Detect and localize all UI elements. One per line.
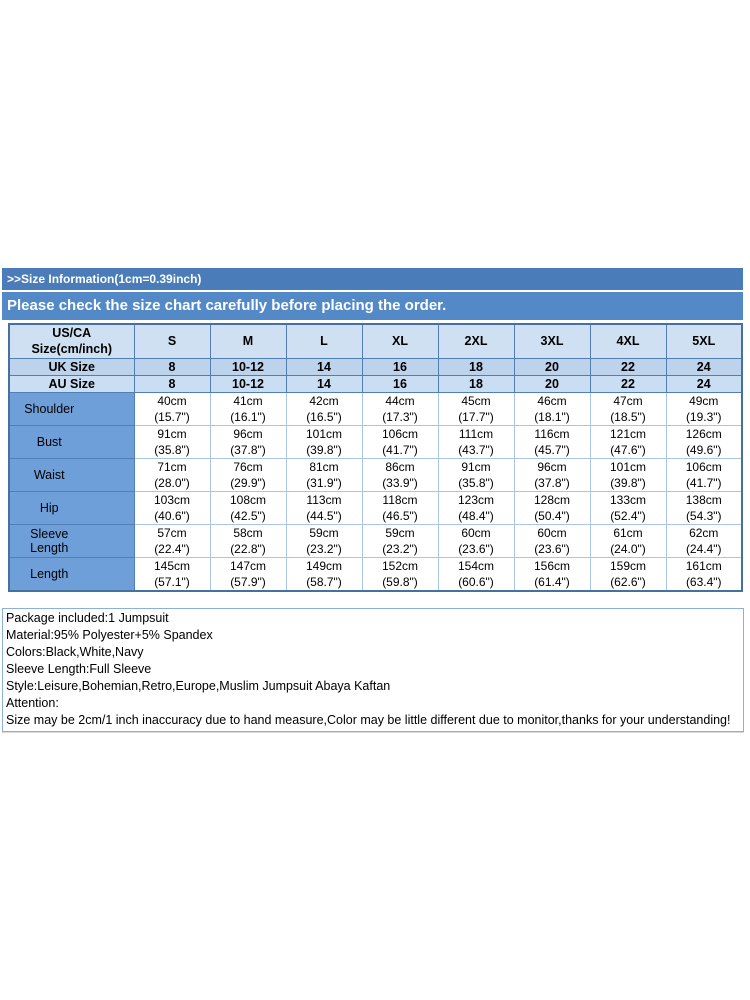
- value-inch: (43.7"): [458, 442, 494, 457]
- value-inch: (39.8"): [610, 475, 646, 490]
- uk-size-value: 10-12: [210, 358, 286, 375]
- value-cm: 47cm: [613, 393, 643, 408]
- corner-header-line: Size(cm/inch): [31, 342, 113, 357]
- measurement-value-cell: [286, 425, 362, 458]
- value-cm: 101cm: [609, 459, 647, 474]
- measurement-value-cell: [286, 524, 362, 557]
- measurement-value-cell: [362, 458, 438, 491]
- value-inch: (57.9"): [230, 574, 266, 589]
- au-size-value: 16: [362, 375, 438, 392]
- value-cm: 152cm: [381, 558, 419, 573]
- value-cm: 86cm: [385, 459, 415, 474]
- value-cm: 57cm: [157, 525, 187, 540]
- measurement-label: Length: [9, 557, 134, 591]
- uk-size-value: 16: [362, 358, 438, 375]
- measurement-value-cell: [514, 458, 590, 491]
- measurement-value-cell: [514, 392, 590, 425]
- uk-size-label: UK Size: [9, 358, 134, 375]
- value-inch: (29.9"): [230, 475, 266, 490]
- value-cm: 59cm: [385, 525, 415, 540]
- au-size-value: 20: [514, 375, 590, 392]
- uk-size-value: 8: [134, 358, 210, 375]
- value-cm: 76cm: [233, 459, 263, 474]
- corner-header-cell: [9, 324, 134, 358]
- package-line: Package included:1 Jumpsuit: [6, 611, 169, 625]
- measurement-value-cell: [134, 557, 210, 591]
- measurement-value-cell: [666, 557, 742, 591]
- measurement-value-cell: [438, 458, 514, 491]
- measurement-value-cell: [286, 458, 362, 491]
- measurement-value-cell: [590, 425, 666, 458]
- au-size-value: 18: [438, 375, 514, 392]
- value-inch: (47.6"): [610, 442, 646, 457]
- value-inch: (44.5"): [306, 508, 342, 523]
- value-cm: 149cm: [305, 558, 343, 573]
- value-inch: (37.8"): [230, 442, 266, 457]
- measurement-value-cell: [134, 392, 210, 425]
- uk-size-value: 22: [590, 358, 666, 375]
- value-cm: 103cm: [153, 492, 191, 507]
- product-details-block: [2, 608, 744, 732]
- value-cm: 145cm: [153, 558, 191, 573]
- measurement-value-cell: [590, 392, 666, 425]
- corner-header-line: US/CA: [52, 326, 92, 341]
- size-header-cell: 3XL: [514, 324, 590, 358]
- value-cm: 147cm: [229, 558, 267, 573]
- material-line: Material:95% Polyester+5% Spandex: [6, 628, 213, 642]
- value-inch: (41.7"): [382, 442, 418, 457]
- value-inch: (24.0"): [610, 541, 646, 556]
- value-cm: 96cm: [233, 426, 263, 441]
- measurement-label: Shoulder: [9, 392, 134, 425]
- value-inch: (52.4"): [610, 508, 646, 523]
- value-cm: 71cm: [157, 459, 187, 474]
- measurement-value-cell: [438, 425, 514, 458]
- au-size-value: 22: [590, 375, 666, 392]
- value-cm: 126cm: [685, 426, 722, 441]
- value-inch: (61.4"): [534, 574, 570, 589]
- value-inch: (45.7"): [534, 442, 570, 457]
- measurement-row: [9, 392, 742, 425]
- value-inch: (19.3"): [685, 409, 722, 424]
- measurement-value-cell: [362, 425, 438, 458]
- measurement-value-cell: [134, 524, 210, 557]
- au-size-value: 14: [286, 375, 362, 392]
- au-size-value: 8: [134, 375, 210, 392]
- measurement-row: [9, 491, 742, 524]
- measurement-value-cell: [514, 425, 590, 458]
- value-inch: (58.7"): [306, 574, 342, 589]
- value-cm: 118cm: [382, 492, 418, 507]
- measurement-value-cell: [590, 458, 666, 491]
- value-cm: 156cm: [533, 558, 571, 573]
- value-inch: (33.9"): [382, 475, 418, 490]
- measurement-value-cell: [286, 392, 362, 425]
- value-cm: 113cm: [306, 492, 342, 507]
- size-header-cell: 5XL: [666, 324, 742, 358]
- value-inch: (22.4"): [154, 541, 190, 556]
- measurement-value-cell: [666, 458, 742, 491]
- size-header-cell: XL: [362, 324, 438, 358]
- measurement-value-cell: [590, 524, 666, 557]
- size-header-cell: 4XL: [590, 324, 666, 358]
- value-inch: (40.6"): [154, 508, 190, 523]
- value-inch: (48.4"): [458, 508, 494, 523]
- measurement-label: Waist: [9, 458, 134, 491]
- measurement-value-cell: [514, 491, 590, 524]
- value-inch: (17.3"): [382, 409, 418, 424]
- value-cm: 159cm: [609, 558, 647, 573]
- value-inch: (42.5"): [230, 508, 266, 523]
- check-size-chart-banner: Please check the size chart carefully before placing the order.: [2, 292, 743, 320]
- value-cm: 108cm: [229, 492, 267, 507]
- measurement-label: Sleeve Length: [9, 524, 134, 557]
- value-cm: 60cm: [461, 525, 491, 540]
- measurement-row: [9, 425, 742, 458]
- value-inch: (15.7"): [154, 409, 190, 424]
- value-cm: 106cm: [685, 459, 722, 474]
- value-inch: (62.6"): [610, 574, 646, 589]
- value-inch: (31.9"): [306, 475, 342, 490]
- measurement-value-cell: [210, 491, 286, 524]
- uk-size-value: 18: [438, 358, 514, 375]
- value-inch: (16.5"): [306, 409, 342, 424]
- value-cm: 81cm: [309, 459, 339, 474]
- measurement-value-cell: [286, 557, 362, 591]
- value-cm: 91cm: [157, 426, 187, 441]
- measurement-value-cell: [362, 491, 438, 524]
- value-inch: (63.4"): [685, 574, 722, 589]
- uk-size-value: 20: [514, 358, 590, 375]
- size-chart-container: [8, 323, 743, 592]
- value-cm: 154cm: [457, 558, 495, 573]
- colors-line: Colors:Black,White,Navy: [6, 645, 144, 659]
- measurement-label: Bust: [9, 425, 134, 458]
- measurement-value-cell: [362, 392, 438, 425]
- size-table: [8, 323, 743, 592]
- size-header-cell: M: [210, 324, 286, 358]
- value-inch: (23.2"): [382, 541, 418, 556]
- au-size-row: [9, 375, 742, 392]
- attention-label: Attention:: [6, 696, 59, 710]
- value-inch: (23.6"): [534, 541, 570, 556]
- value-cm: 42cm: [309, 393, 339, 408]
- measurement-label: Hip: [9, 491, 134, 524]
- size-header-cell: 2XL: [438, 324, 514, 358]
- measurement-value-cell: [210, 524, 286, 557]
- size-header-cell: S: [134, 324, 210, 358]
- value-inch: (22.8"): [230, 541, 266, 556]
- value-inch: (18.1"): [534, 409, 570, 424]
- value-cm: 62cm: [689, 525, 719, 540]
- measurement-value-cell: [514, 524, 590, 557]
- value-inch: (35.8"): [154, 442, 190, 457]
- uk-size-value: 14: [286, 358, 362, 375]
- value-cm: 60cm: [537, 525, 567, 540]
- measurement-value-cell: [210, 392, 286, 425]
- value-inch: (39.8"): [306, 442, 342, 457]
- uk-size-row: [9, 358, 742, 375]
- value-inch: (46.5"): [382, 508, 418, 523]
- value-cm: 40cm: [157, 393, 187, 408]
- size-header-cell: L: [286, 324, 362, 358]
- measurement-value-cell: [362, 557, 438, 591]
- size-information-banner: >>Size Information(1cm=0.39inch): [2, 268, 743, 290]
- measurement-row: [9, 458, 742, 491]
- value-cm: 45cm: [461, 393, 491, 408]
- measurement-value-cell: [134, 425, 210, 458]
- measurement-value-cell: [438, 491, 514, 524]
- value-cm: 41cm: [233, 393, 263, 408]
- value-inch: (60.6"): [458, 574, 494, 589]
- au-size-label: AU Size: [9, 375, 134, 392]
- value-inch: (23.2"): [306, 541, 342, 556]
- value-inch: (35.8"): [458, 475, 494, 490]
- value-inch: (24.4"): [685, 541, 722, 556]
- value-inch: (17.7"): [458, 409, 494, 424]
- measurement-value-cell: [590, 557, 666, 591]
- value-cm: 49cm: [689, 393, 719, 408]
- size-header-row: [9, 324, 742, 358]
- measurement-value-cell: [438, 557, 514, 591]
- value-cm: 121cm: [609, 426, 647, 441]
- disclaimer-line: Size may be 2cm/1 inch inaccuracy due to hand measure,Color may be little different due to monitor,thanks for your understanding!: [6, 713, 731, 727]
- measurement-value-cell: [590, 491, 666, 524]
- value-cm: 61cm: [613, 525, 643, 540]
- value-inch: (28.0"): [154, 475, 190, 490]
- measurement-row: [9, 524, 742, 557]
- au-size-value: 24: [666, 375, 742, 392]
- value-cm: 128cm: [533, 492, 571, 507]
- value-cm: 161cm: [685, 558, 722, 573]
- value-cm: 123cm: [457, 492, 495, 507]
- value-inch: (23.6"): [458, 541, 494, 556]
- value-cm: 46cm: [537, 393, 567, 408]
- measurement-value-cell: [210, 458, 286, 491]
- value-cm: 91cm: [461, 459, 491, 474]
- value-cm: 44cm: [385, 393, 415, 408]
- value-inch: (18.5"): [610, 409, 646, 424]
- value-inch: (50.4"): [534, 508, 570, 523]
- value-cm: 111cm: [458, 426, 494, 441]
- value-cm: 101cm: [305, 426, 343, 441]
- measurement-value-cell: [134, 458, 210, 491]
- value-inch: (16.1"): [230, 409, 266, 424]
- style-line: Style:Leisure,Bohemian,Retro,Europe,Muslim Jumpsuit Abaya Kaftan: [6, 679, 391, 693]
- measurement-value-cell: [666, 425, 742, 458]
- value-inch: (41.7"): [685, 475, 722, 490]
- value-cm: 59cm: [309, 525, 339, 540]
- measurement-value-cell: [210, 425, 286, 458]
- measurement-value-cell: [438, 524, 514, 557]
- value-inch: (37.8"): [534, 475, 570, 490]
- measurement-value-cell: [286, 491, 362, 524]
- value-cm: 96cm: [537, 459, 567, 474]
- measurement-value-cell: [438, 392, 514, 425]
- measurement-value-cell: [666, 524, 742, 557]
- measurement-value-cell: [134, 491, 210, 524]
- value-cm: 58cm: [233, 525, 263, 540]
- value-inch: (49.6"): [685, 442, 722, 457]
- measurement-value-cell: [514, 557, 590, 591]
- value-cm: 138cm: [685, 492, 722, 507]
- value-cm: 106cm: [381, 426, 419, 441]
- measurement-value-cell: [666, 392, 742, 425]
- value-inch: (57.1"): [154, 574, 190, 589]
- measurement-value-cell: [210, 557, 286, 591]
- measurement-value-cell: [666, 491, 742, 524]
- value-inch: (59.8"): [382, 574, 418, 589]
- uk-size-value: 24: [666, 358, 742, 375]
- sleeve-length-line: Sleeve Length:Full Sleeve: [6, 662, 152, 676]
- value-cm: 133cm: [609, 492, 647, 507]
- measurement-value-cell: [362, 524, 438, 557]
- value-inch: (54.3"): [685, 508, 722, 523]
- au-size-value: 10-12: [210, 375, 286, 392]
- measurement-row: [9, 557, 742, 591]
- value-cm: 116cm: [534, 426, 570, 441]
